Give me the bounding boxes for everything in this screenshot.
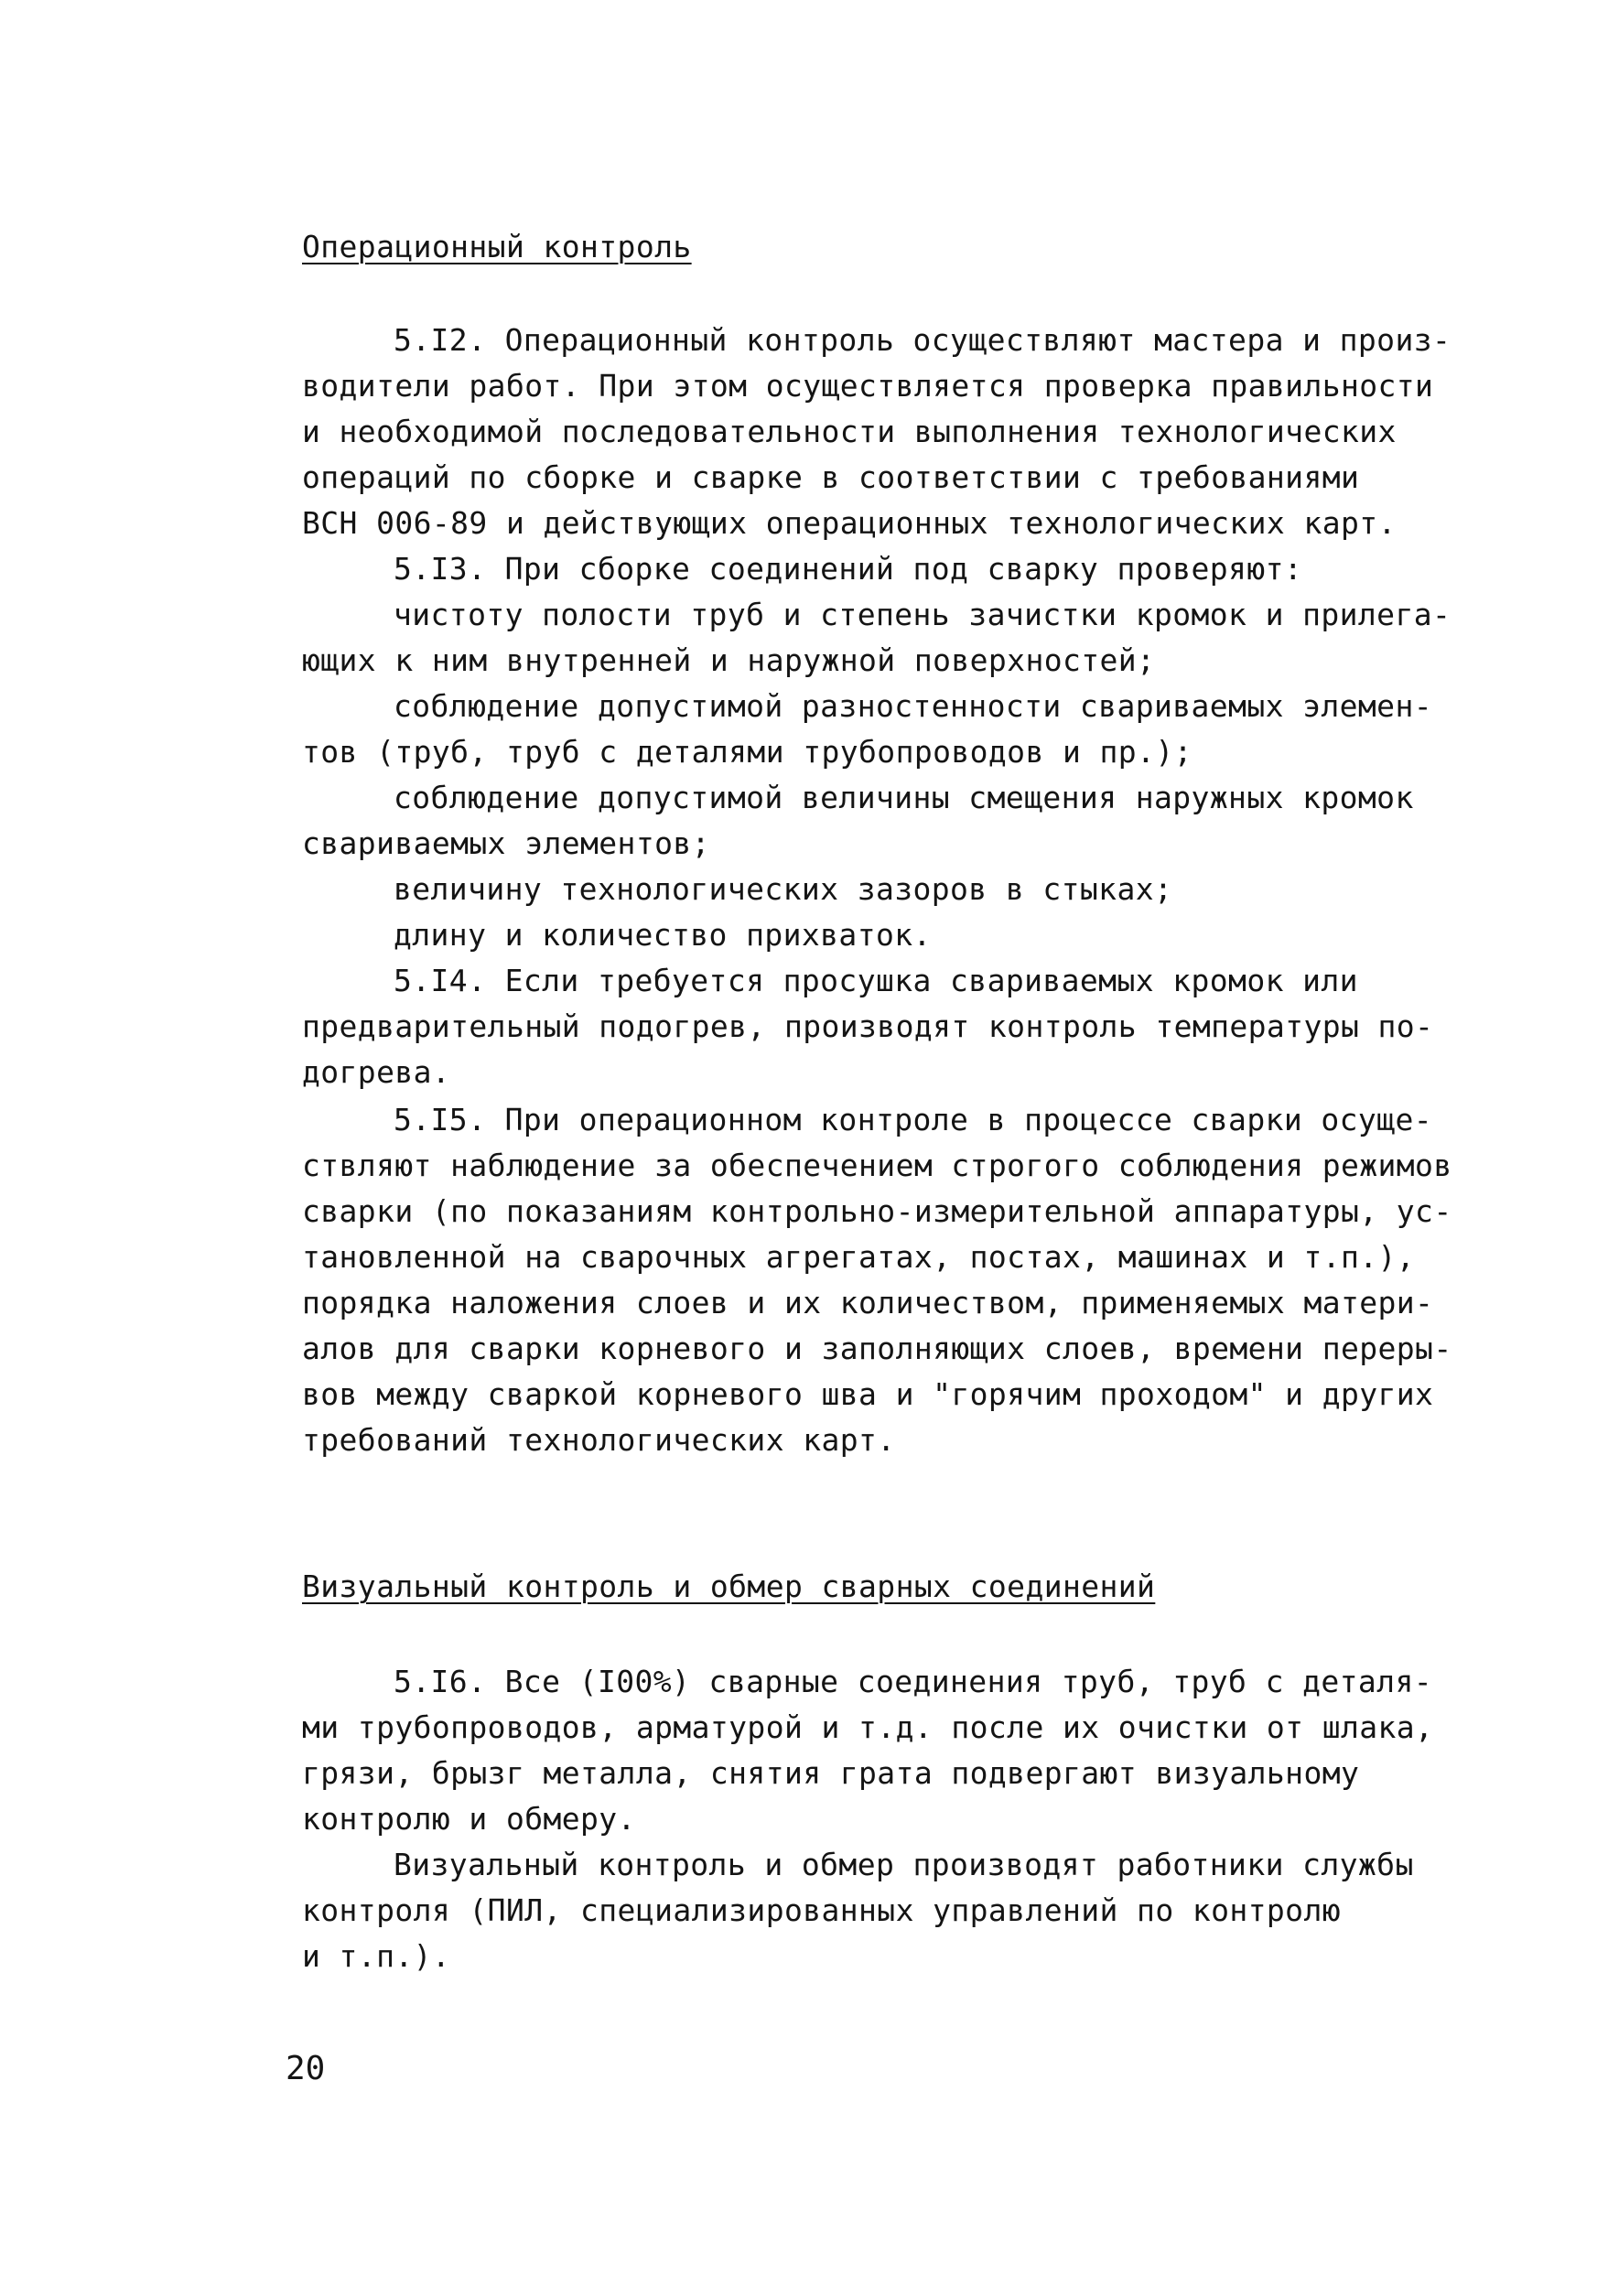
paragraph-line: грязи, брызг металла, снятия грата подвергают визуальному	[302, 1755, 1360, 1791]
paragraph-line: контроля (ПИЛ, специализированных управлений по контролю	[302, 1892, 1341, 1928]
paragraph-line: ми трубопроводов, арматурой и т.д. после их очистки от шлака,	[302, 1709, 1434, 1745]
paragraph-line: требований технологических карт.	[302, 1422, 896, 1458]
section-heading-operational-control: Операционный контроль	[302, 229, 692, 264]
list-item-line: длину и количество прихваток.	[394, 917, 932, 953]
paragraph-line: 5.I4. Если требуется просушка свариваемых кромок или	[394, 963, 1358, 998]
list-item-line: тов (труб, труб с деталями трубопроводов и пр.);	[302, 734, 1193, 770]
paragraph-line: догрева.	[302, 1054, 451, 1090]
list-item-line: соблюдение допустимой величины смещения наружных кромок	[394, 780, 1414, 815]
paragraph-line: Визуальный контроль и обмер производят работники службы	[394, 1847, 1414, 1882]
paragraph-line: порядка наложения слоев и их количеством, применяемых матери-	[302, 1285, 1434, 1320]
paragraph-line: водители работ. При этом осуществляется проверка правильности	[302, 368, 1434, 404]
paragraph-line: тановленной на сварочных агрегатах, постах, машинах и т.п.),	[302, 1239, 1416, 1275]
paragraph-line: 5.I3. При сборке соединений под сварку проверяют:	[394, 551, 1303, 587]
paragraph-line: предварительный подогрев, производят контроль температуры по-	[302, 1008, 1434, 1044]
paragraph-line: сварки (по показаниям контрольно-измерительной аппаратуры, ус-	[302, 1193, 1452, 1229]
paragraph-line: 5.I6. Все (I00%) сварные соединения труб, труб с деталя-	[394, 1664, 1432, 1699]
paragraph-line: 5.I5. При операционном контроле в процессе сварки осуще-	[394, 1102, 1432, 1137]
list-item-line: величину технологических зазоров в стыках;	[394, 871, 1173, 907]
list-item-line: чистоту полости труб и степень зачистки кромок и прилега-	[394, 597, 1452, 632]
section-heading-visual-inspection: Визуальный контроль и обмер сварных соединений	[302, 1568, 1156, 1604]
list-item-line: ющих к ним внутренней и наружной поверхностей;	[302, 642, 1156, 678]
paragraph-line: вов между сваркой корневого шва и "горячим проходом" и других	[302, 1376, 1434, 1412]
page-number: 20	[286, 2050, 326, 2087]
paragraph-line: операций по сборке и сварке в соответствии с требованиями	[302, 459, 1360, 495]
paragraph-line: алов для сварки корневого и заполняющих слоев, времени переры-	[302, 1331, 1452, 1366]
paragraph-line: ВСН 006-89 и действующих операционных технологических карт.	[302, 505, 1397, 541]
paragraph-line: ствляют наблюдение за обеспечением строгого соблюдения режимов	[302, 1148, 1452, 1183]
paragraph-line: и необходимой последовательности выполнения технологических	[302, 414, 1397, 449]
paragraph-line: 5.I2. Операционный контроль осуществляют мастера и произ-	[394, 322, 1452, 358]
paragraph-line: контролю и обмеру.	[302, 1801, 636, 1837]
paragraph-line: и т.п.).	[302, 1938, 451, 1974]
list-item-line: соблюдение допустимой разностенности свариваемых элемен-	[394, 688, 1432, 724]
list-item-line: свариваемых элементов;	[302, 825, 710, 861]
